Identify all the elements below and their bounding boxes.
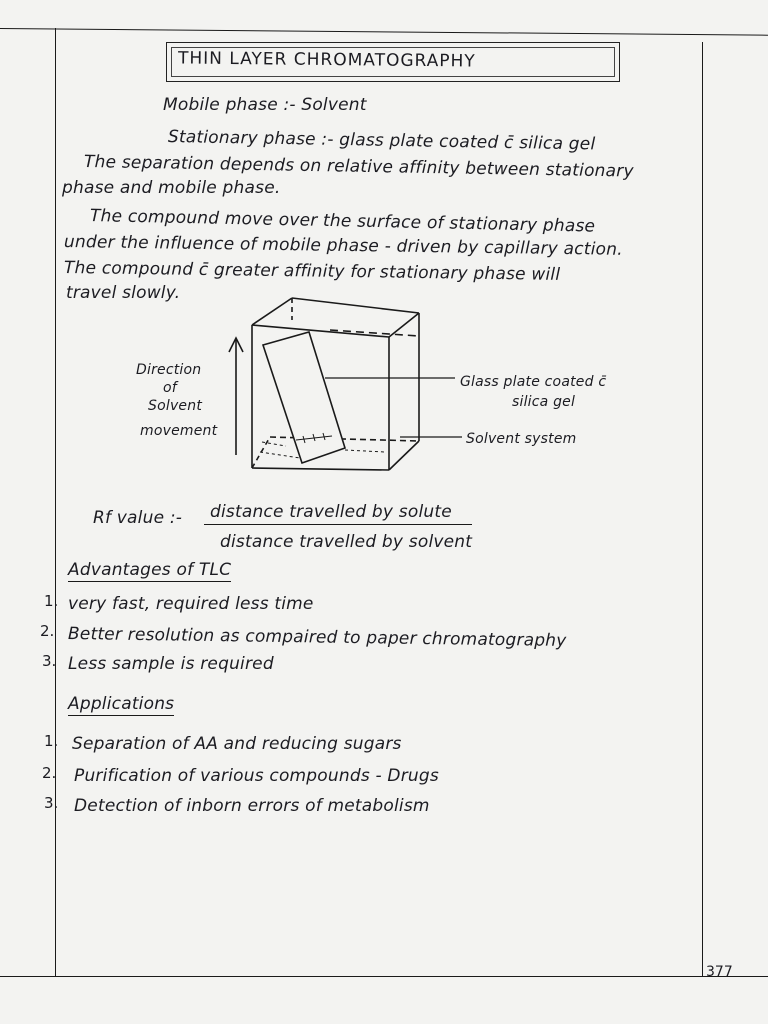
adv-item-1: very fast, required less time bbox=[68, 594, 314, 614]
stationary-phase-line: Stationary phase :- glass plate coated c̄ silica gel bbox=[167, 127, 596, 155]
plate-label-1: Glass plate coated c̄ bbox=[460, 374, 607, 390]
app-num-3: 3. bbox=[44, 794, 59, 812]
adv-num-1: 1. bbox=[44, 592, 59, 610]
adv-item-2: Better resolution as compaired to paper chromatography bbox=[67, 624, 567, 651]
solvent-label: Solvent system bbox=[466, 431, 577, 447]
para2-line2: under the influence of mobile phase - driven by capillary action. bbox=[63, 232, 623, 260]
page-title: THIN LAYER CHROMATOGRAPHY bbox=[177, 48, 476, 72]
rf-fraction-bar bbox=[204, 524, 472, 525]
para2-line4: travel slowly. bbox=[66, 283, 181, 303]
adv-num-2: 2. bbox=[40, 622, 55, 640]
direction-label-3: Solvent bbox=[148, 398, 203, 414]
app-num-1: 1. bbox=[44, 732, 59, 750]
para1-line2: phase and mobile phase. bbox=[62, 178, 281, 198]
direction-label-2: of bbox=[163, 380, 177, 396]
adv-item-3: Less sample is required bbox=[68, 654, 274, 674]
app-num-2: 2. bbox=[42, 764, 57, 782]
app-item-3: Detection of inborn errors of metabolism bbox=[74, 796, 430, 816]
plate-label-2: silica gel bbox=[512, 394, 576, 410]
page-number: 377 bbox=[706, 964, 733, 980]
adv-num-3: 3. bbox=[42, 652, 57, 670]
app-item-1: Separation of AA and reducing sugars bbox=[72, 734, 402, 754]
para2-line3: The compound c̄ greater affinity for stationary phase will bbox=[63, 258, 561, 285]
para1-line1: The separation depends on relative affinity between stationary bbox=[83, 152, 634, 182]
applications-heading: Applications bbox=[68, 694, 175, 714]
advantages-heading: Advantages of TLC bbox=[68, 560, 232, 580]
direction-label-1: Direction bbox=[136, 362, 202, 378]
mobile-phase-line: Mobile phase :- Solvent bbox=[163, 95, 367, 115]
rf-label: Rf value :- bbox=[93, 508, 183, 528]
direction-label-4: movement bbox=[140, 423, 218, 439]
app-item-2: Purification of various compounds - Drugs bbox=[74, 766, 439, 786]
para2-line1: The compound move over the surface of stationary phase bbox=[89, 206, 596, 237]
rf-denominator: distance travelled by solvent bbox=[220, 532, 473, 552]
rf-numerator: distance travelled by solute bbox=[210, 502, 452, 522]
